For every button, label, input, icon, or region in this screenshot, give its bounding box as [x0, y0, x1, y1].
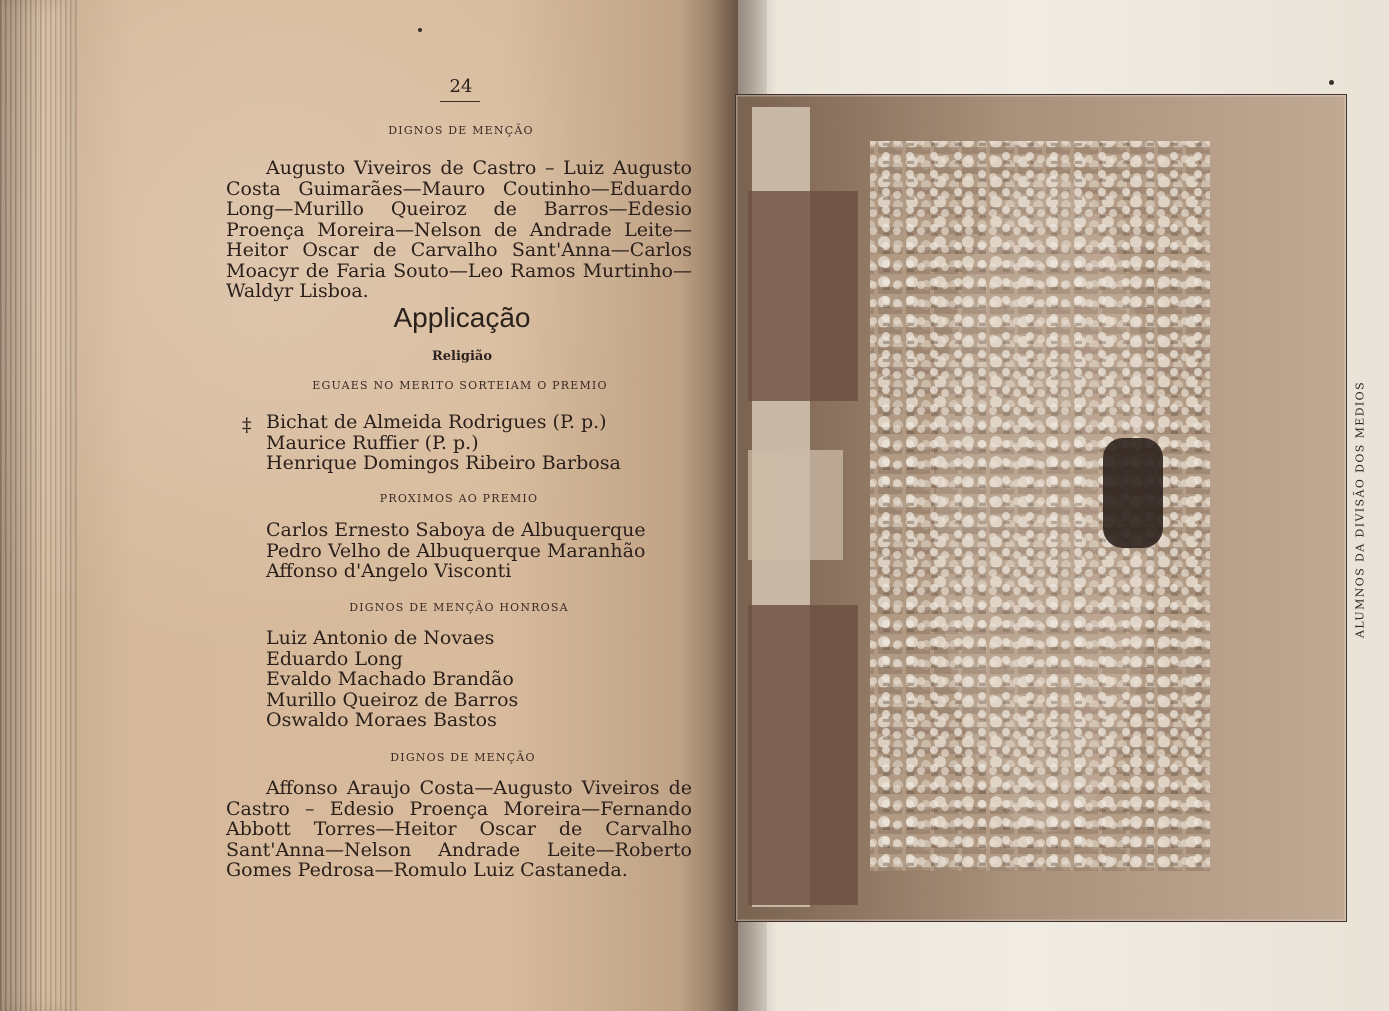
section-heading-proximos: PROXIMOS AO PREMIO — [379, 492, 539, 505]
list-item: Luiz Antonio de Novaes — [266, 627, 495, 649]
dagger-mark: ‡ — [242, 414, 252, 436]
eguaes-list — [266, 412, 686, 474]
list-item: Bichat de Almeida Rodrigues (P. p.) — [266, 411, 607, 433]
ink-dot — [1329, 80, 1334, 85]
list-item: Affonso d'Angelo Visconti — [266, 560, 512, 582]
section-heading-dignos-2: DIGNOS DE MENÇÃO — [390, 751, 536, 764]
proximos-list — [266, 520, 686, 582]
paragraph-dignos-2: Affonso Araujo Costa—Augusto Viveiros de Castro – Edesio Proença Moreira—Fernando Abbott Torres—Heitor Oscar de Carvalho Sant'Anna—Nelson Andrade Leite—Roberto Gomes Pedrosa—Romulo Luiz Castaneda. — [226, 777, 692, 881]
page-number-rule — [440, 101, 480, 102]
photo-dark-figure — [1103, 438, 1163, 548]
section-title: Applicação — [393, 302, 531, 333]
section-heading-dignos-1: DIGNOS DE MENÇÃO — [388, 124, 534, 137]
section-heading-honrosa: DIGNOS DE MENÇÃO HONROSA — [349, 601, 569, 614]
subject-heading: Religião — [431, 349, 493, 364]
list-item: Carlos Ernesto Saboya de Albuquerque — [266, 519, 646, 541]
page-number: 24 — [449, 76, 473, 97]
section-heading-eguaes: EGUAES NO MERITO SORTEIAM O PREMIO — [312, 379, 608, 392]
list-item: Evaldo Machado Brandão — [266, 668, 514, 690]
photo-door-1 — [748, 191, 858, 401]
honrosa-list — [266, 628, 686, 731]
page-edges — [0, 0, 78, 1011]
list-item: Eduardo Long — [266, 647, 403, 670]
ink-dot — [418, 28, 422, 32]
photo-caption: ALUMNOS DA DIVISÃO DOS MEDIOS — [1353, 380, 1367, 639]
group-photo-illustration — [736, 95, 1346, 921]
list-item: Oswaldo Moraes Bastos — [266, 709, 497, 731]
group-photo — [735, 94, 1347, 922]
list-item: Maurice Ruffier (P. p.) — [266, 431, 479, 454]
photo-window-1 — [748, 450, 843, 560]
list-item: Pedro Velho de Albuquerque Maranhão — [266, 539, 646, 562]
list-item: Murillo Queiroz de Barros — [266, 688, 519, 711]
paragraph-dignos-1: Augusto Viveiros de Castro – Luiz Augusto Costa Guimarães—Mauro Coutinho—Eduardo Long—Murillo Queiroz de Barros—Edesio Proença Moreira—Nelson de Andrade Leite—Heitor Oscar de Carvalho Sant'Anna—Carlos Moacyr de Faria Souto—Leo Ramos Murtinho—Waldyr Lisboa. — [226, 157, 692, 302]
photo-door-2 — [748, 605, 858, 905]
list-item: Henrique Domingos Ribeiro Barbosa — [266, 452, 621, 474]
